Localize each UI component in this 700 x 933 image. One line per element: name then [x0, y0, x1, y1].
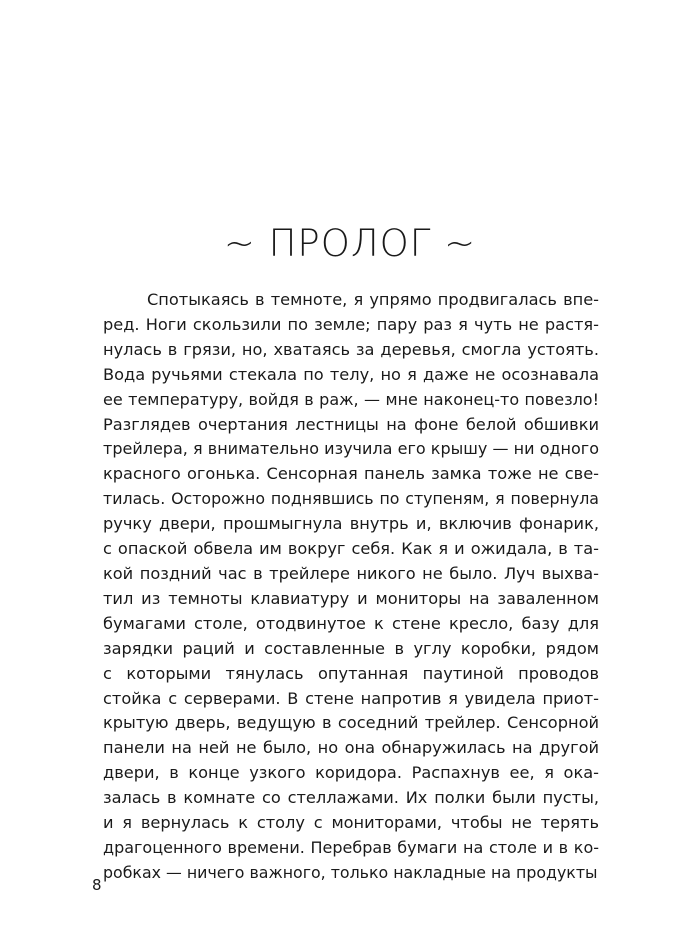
- text-line: панели на ней не было, но она обнаружилась на другой: [103, 738, 599, 758]
- text-line: драгоценного времени. Перебрав бумаги на столе и в ко-: [103, 837, 599, 857]
- text-line: крытую дверь, ведущую в соседний трейлер. Сенсорной: [103, 713, 599, 733]
- text-line: тил из темноты клавиатуру и мониторы на заваленном: [103, 588, 599, 608]
- text-line: Разглядев очертания лестницы на фоне белой обшивки: [103, 414, 599, 434]
- text-line: нулась в грязи, но, хватаясь за деревья, смогла устоять.: [103, 339, 599, 359]
- text-line: ручку двери, прошмыгнула внутрь и, включив фонарик,: [103, 514, 599, 534]
- text-line: ее температуру, войдя в раж, — мне наконец-то повезло!: [103, 389, 599, 409]
- text-line: бумагами столе, отодвинутое к стене кресло, базу для: [103, 613, 599, 633]
- text-line: стойка с серверами. В стене напротив я увидела приот-: [103, 688, 599, 708]
- text-line: залась в комнате со стеллажами. Их полки были пусты,: [103, 788, 599, 808]
- text-line: Спотыкаясь в темноте, я упрямо продвигалась впе-: [147, 290, 599, 309]
- text-line: кой поздний час в трейлере никого не было. Луч выхва-: [103, 563, 599, 583]
- chapter-title: ~ ПРОЛОГ ~: [223, 222, 477, 265]
- text-line: ред. Ноги скользили по земле; пару раз я чуть не растя-: [103, 314, 599, 334]
- page-number: 8: [92, 876, 102, 894]
- text-line: зарядки раций и составленные в углу коробки, рядом: [103, 638, 599, 658]
- text-line: с опаской обвела им вокруг себя. Как я и ожидала, в та-: [103, 539, 599, 559]
- text-line: Вода ручьями стекала по телу, но я даже не осознавала: [103, 364, 599, 384]
- text-line: трейлера, я внимательно изучила его крышу — ни одного: [103, 439, 599, 459]
- text-line: робках — ничего важного, только накладные на продукты: [103, 862, 598, 882]
- text-line: двери, в конце узкого коридора. Распахнув ее, я ока-: [103, 763, 599, 783]
- text-line: с которыми тянулась опутанная паутиной проводов: [103, 663, 599, 683]
- chapter-body-text: [103, 288, 599, 886]
- text-line: и я вернулась к столу с мониторами, чтобы не терять: [103, 813, 599, 833]
- text-line: тилась. Осторожно поднявшись по ступеням, я повернула: [103, 489, 599, 509]
- text-line: красного огонька. Сенсорная панель замка тоже не све-: [103, 464, 599, 484]
